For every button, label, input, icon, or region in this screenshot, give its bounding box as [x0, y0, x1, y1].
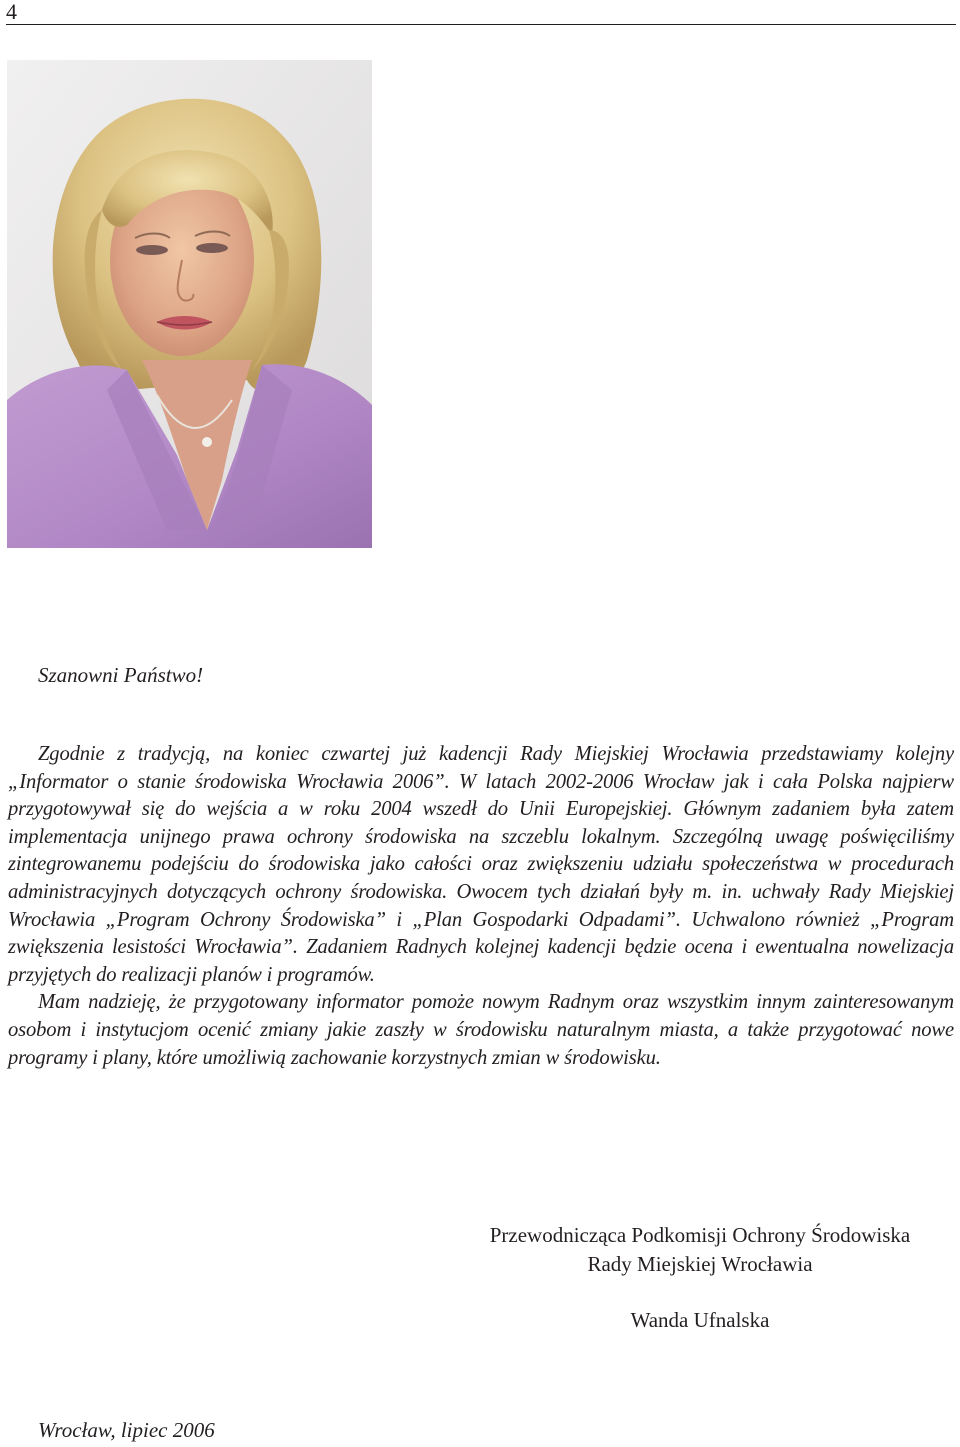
signature-block	[440, 1221, 960, 1335]
signature-position-line-1: Przewodnicząca Podkomisji Ochrony Środowiska	[489, 1223, 911, 1247]
letter-body	[8, 741, 954, 1072]
greeting: Szanowni Państwo!	[38, 663, 204, 687]
signature-name: Wanda Ufnalska	[630, 1308, 770, 1332]
place-date: Wrocław, lipiec 2006	[38, 1418, 215, 1442]
page-number: 4	[6, 0, 17, 24]
paragraph: Zgodnie z tradycją, na koniec czwartej już kadencji Rady Miejskiej Wrocławia przedstawiamy kolejny „Informator o stanie środowiska Wrocławia 2006”. W latach 2002-2006 Wrocław jak i cała Polska najpierw przygotowywał się do wejścia a w roku 2004 wszedł do Unii Europejskiej. Głównym zadaniem była zatem implementacja unijnego prawa ochrony środowiska na szczeblu lokalnym. Szczególną uwagę poświęciliśmy zintegrowanemu podejściu do środowiska jako całości oraz zwiększeniu udziału społeczeństwa w procedurach administracyjnych dotyczących ochrony środowiska. Owocem tych działań były m. in. uchwały Rady Miejskiej Wrocławia „Program Ochrony Środowiska” i „Plan Gospodarki Odpadami”. Uchwalono również „Program zwiększenia lesistości Wrocławia”. Zadaniem Radnych kolejnej kadencji będzie ocena i ewentualna nowelizacja przyjętych do realizacji planów i programów.	[8, 743, 954, 986]
header-rule	[6, 24, 956, 25]
paragraph: Mam nadzieję, że przygotowany informator pomoże nowym Radnym oraz wszystkim innym zainteresowanym osobom i instytucjom ocenić zmiany jakie zaszły w środowisku naturalnym miasta, a także przygotować nowe programy i plany, które umożliwią zachowanie korzystnych zmian w środowisku.	[8, 991, 954, 1069]
portrait-photo-icon	[7, 60, 372, 548]
signature-position-line-2: Rady Miejskiej Wrocławia	[587, 1252, 813, 1276]
